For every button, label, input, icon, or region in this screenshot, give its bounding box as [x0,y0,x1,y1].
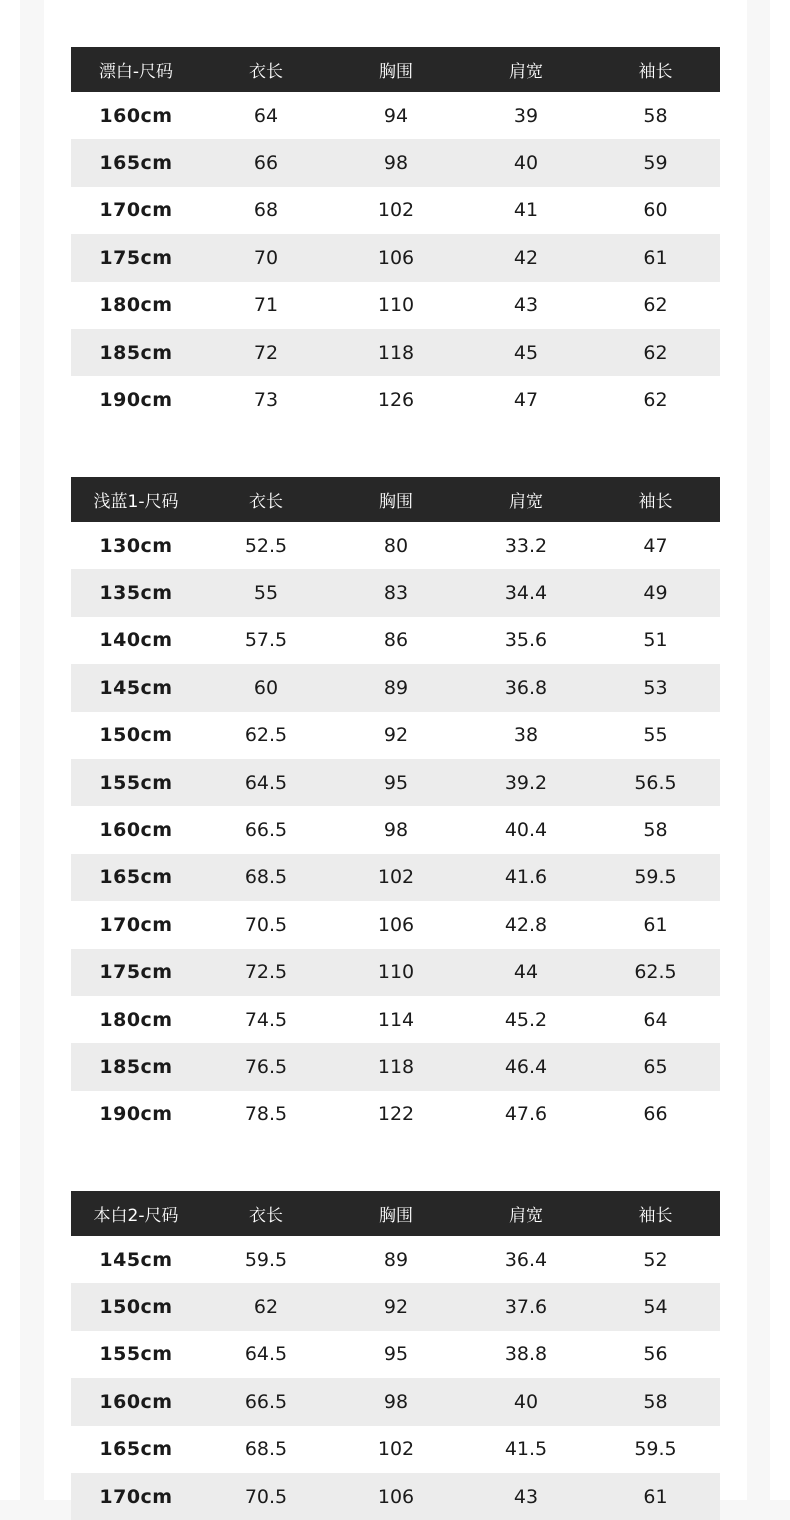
chest-cell: 106 [331,234,461,281]
length-cell: 60 [201,664,331,711]
header-size: 漂白-尺码 [71,47,201,92]
chest-cell: 122 [377,1103,415,1126]
header-chest: 胸围 [331,1191,461,1236]
length-cell: 64.5 [244,1343,288,1366]
sleeve-cell: 53 [591,664,720,711]
table-row [71,617,720,664]
length-cell: 55 [201,569,331,616]
size-cell: 170cm [99,199,173,222]
table-row [71,187,720,234]
table-header-row [71,47,720,92]
chest-cell: 83 [331,569,461,616]
sleeve-cell: 62.5 [591,949,720,996]
chest-cell: 89 [331,664,461,711]
length-cell: 66 [201,139,331,186]
table-header-row [71,477,720,522]
sleeve-cell: 59 [591,139,720,186]
header-sleeve: 袖长 [591,1191,720,1236]
sleeve-cell: 56 [643,1343,668,1366]
sleeve-cell: 62 [591,329,720,376]
size-cell: 180cm [99,294,173,317]
sleeve-cell: 62 [643,389,668,412]
sleeve-cell: 54 [591,1283,720,1330]
shoulder-cell: 43 [513,294,539,317]
length-cell: 71 [253,294,279,317]
shoulder-cell: 34.4 [461,569,591,616]
sleeve-cell: 65 [591,1043,720,1090]
chest-cell: 98 [331,1378,461,1425]
shoulder-cell: 33.2 [504,534,548,557]
chest-cell: 89 [383,1248,409,1271]
header-shoulder: 肩宽 [461,47,591,92]
table-row [71,1283,720,1330]
length-cell: 66.5 [244,819,288,842]
table-row [71,139,720,186]
shoulder-cell: 38.8 [504,1343,548,1366]
table-row [71,92,720,139]
chest-cell: 92 [383,724,409,747]
table-row [71,329,720,376]
chest-cell: 94 [383,104,409,127]
shoulder-cell: 40.4 [504,819,548,842]
header-length: 衣长 [201,1191,331,1236]
length-cell: 72 [201,329,331,376]
table-row [71,376,720,423]
chest-cell: 95 [383,1343,409,1366]
shoulder-cell: 36.8 [461,664,591,711]
size-cell: 175cm [71,234,201,281]
table-row [71,901,720,948]
chest-cell: 95 [331,759,461,806]
length-cell: 66.5 [201,1378,331,1425]
header-chest: 胸围 [331,47,461,92]
size-cell: 165cm [71,854,201,901]
table-row [71,712,720,759]
length-cell: 64.5 [201,759,331,806]
length-cell: 68 [253,199,279,222]
sleeve-cell: 60 [643,199,668,222]
table-row [71,1091,720,1138]
length-cell: 70.5 [244,913,288,936]
header-size: 本白2-尺码 [71,1191,201,1236]
table-row [71,759,720,806]
chest-cell: 106 [331,1473,461,1520]
length-cell: 68.5 [201,854,331,901]
sleeve-cell: 58 [643,104,668,127]
table-row [71,949,720,996]
length-cell: 70 [201,234,331,281]
size-table-natural-white [71,1191,720,1520]
header-sleeve: 袖长 [591,47,720,92]
left-margin-strip [0,0,20,1500]
shoulder-cell: 40 [461,139,591,186]
length-cell: 52.5 [244,534,288,557]
sleeve-cell: 62 [643,294,668,317]
shoulder-cell: 47 [513,389,539,412]
chest-cell: 92 [331,1283,461,1330]
shoulder-cell: 41.5 [504,1438,548,1461]
chest-cell: 110 [331,949,461,996]
sleeve-cell: 61 [591,234,720,281]
chest-cell: 80 [383,534,409,557]
size-cell: 175cm [71,949,201,996]
table-row [71,522,720,569]
size-cell: 185cm [71,329,201,376]
length-cell: 59.5 [244,1248,288,1271]
chest-cell: 126 [377,389,415,412]
table-row [71,282,720,329]
chest-cell: 98 [331,139,461,186]
table-row [71,806,720,853]
size-cell: 145cm [71,664,201,711]
chest-cell: 114 [377,1008,415,1031]
table-row [71,1331,720,1378]
table-row [71,854,720,901]
chest-cell: 118 [331,329,461,376]
shoulder-cell: 42.8 [504,913,548,936]
chest-cell: 98 [383,819,409,842]
sleeve-cell: 49 [591,569,720,616]
shoulder-cell: 36.4 [504,1248,548,1271]
sleeve-cell: 66 [643,1103,668,1126]
length-cell: 57.5 [244,629,288,652]
shoulder-cell: 38 [513,724,539,747]
table-row [71,1236,720,1283]
sleeve-cell: 64 [643,1008,668,1031]
size-cell: 170cm [99,913,173,936]
length-cell: 62 [201,1283,331,1330]
header-sleeve: 袖长 [591,477,720,522]
shoulder-cell: 46.4 [461,1043,591,1090]
table-row [71,234,720,281]
sleeve-cell: 58 [643,819,668,842]
length-cell: 70.5 [201,1473,331,1520]
table-row [71,1473,720,1520]
size-cell: 165cm [99,1438,173,1461]
size-cell: 180cm [99,1008,173,1031]
sleeve-cell: 55 [643,724,668,747]
right-margin-strip [770,0,790,1500]
chest-cell: 106 [377,913,415,936]
table-row [71,664,720,711]
header-shoulder: 肩宽 [461,1191,591,1236]
header-length: 衣长 [201,47,331,92]
sleeve-cell: 56.5 [591,759,720,806]
size-cell: 150cm [99,724,173,747]
sleeve-cell: 61 [591,1473,720,1520]
size-cell: 190cm [99,1103,173,1126]
header-length: 衣长 [201,477,331,522]
length-cell: 72.5 [201,949,331,996]
size-cell: 160cm [99,104,173,127]
size-cell: 145cm [99,1248,173,1271]
sleeve-cell: 47 [643,534,668,557]
length-cell: 64 [253,104,279,127]
shoulder-cell: 35.6 [504,629,548,652]
table-row [71,1426,720,1473]
length-cell: 73 [253,389,279,412]
size-table-bleached-white [71,47,720,424]
table-row [71,1043,720,1090]
header-size: 浅蓝1-尺码 [71,477,201,522]
table-row [71,569,720,616]
shoulder-cell: 37.6 [461,1283,591,1330]
size-cell: 155cm [71,759,201,806]
shoulder-cell: 43 [461,1473,591,1520]
length-cell: 62.5 [244,724,288,747]
shoulder-cell: 41.6 [461,854,591,901]
chest-cell: 102 [377,1438,415,1461]
chest-cell: 110 [377,294,415,317]
length-cell: 68.5 [244,1438,288,1461]
chest-cell: 86 [383,629,409,652]
size-cell: 165cm [71,139,201,186]
sleeve-cell: 51 [643,629,668,652]
sleeve-cell: 61 [643,913,668,936]
size-cell: 185cm [71,1043,201,1090]
sleeve-cell: 52 [643,1248,668,1271]
size-table-light-blue [71,477,720,1138]
chest-cell: 102 [377,199,415,222]
table-header-row [71,1191,720,1236]
header-shoulder: 肩宽 [461,477,591,522]
shoulder-cell: 44 [461,949,591,996]
sleeve-cell: 59.5 [591,854,720,901]
size-cell: 160cm [99,819,173,842]
shoulder-cell: 41 [513,199,539,222]
length-cell: 78.5 [244,1103,288,1126]
sleeve-cell: 59.5 [634,1438,677,1461]
size-cell: 130cm [99,534,173,557]
length-cell: 74.5 [244,1008,288,1031]
header-chest: 胸围 [331,477,461,522]
shoulder-cell: 42 [461,234,591,281]
table-row [71,996,720,1043]
size-cell: 140cm [99,629,173,652]
shoulder-cell: 47.6 [504,1103,548,1126]
length-cell: 76.5 [201,1043,331,1090]
shoulder-cell: 39 [513,104,539,127]
size-cell: 190cm [99,389,173,412]
size-cell: 135cm [71,569,201,616]
size-cell: 155cm [99,1343,173,1366]
shoulder-cell: 45 [461,329,591,376]
size-cell: 150cm [71,1283,201,1330]
table-row [71,1378,720,1425]
size-cell: 170cm [71,1473,201,1520]
shoulder-cell: 40 [461,1378,591,1425]
shoulder-cell: 39.2 [461,759,591,806]
sleeve-cell: 58 [591,1378,720,1425]
size-cell: 160cm [71,1378,201,1425]
chest-cell: 118 [331,1043,461,1090]
shoulder-cell: 45.2 [504,1008,548,1031]
chest-cell: 102 [331,854,461,901]
